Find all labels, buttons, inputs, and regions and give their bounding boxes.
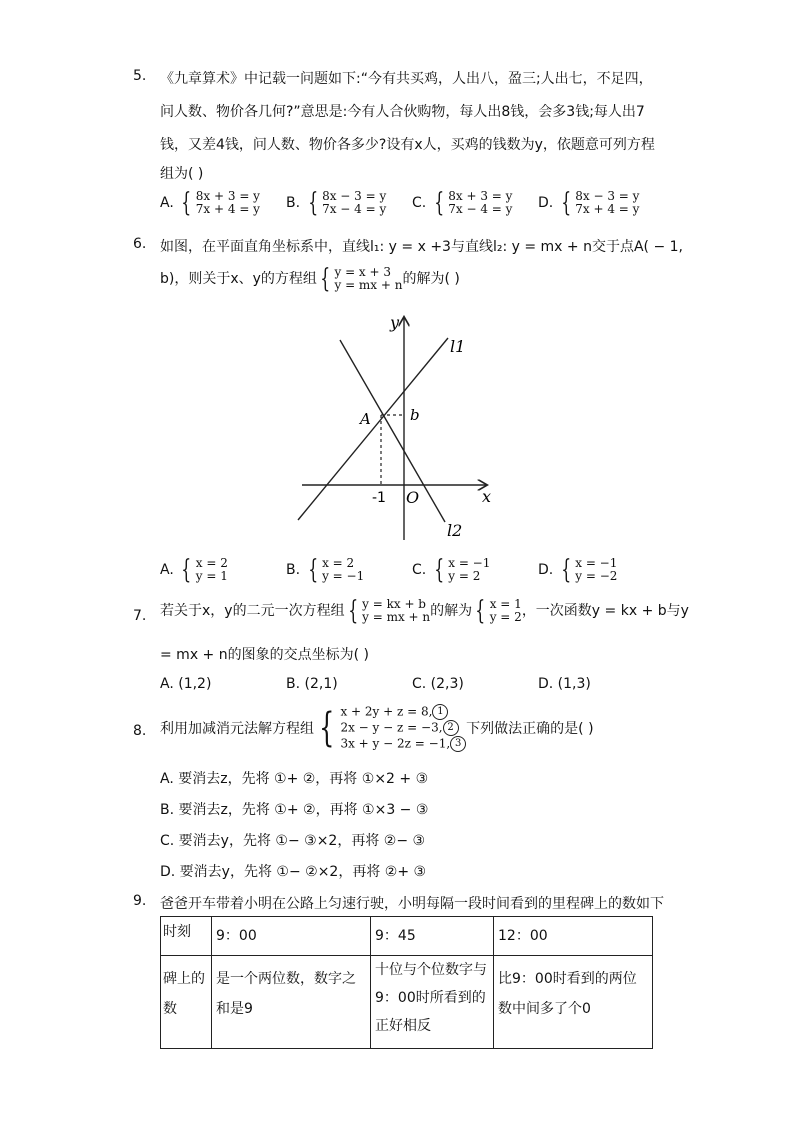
q9-number: 9. xyxy=(133,893,147,909)
q9-table xyxy=(160,916,653,1049)
l2-label: l2 xyxy=(447,521,463,540)
q6-graph xyxy=(290,310,510,550)
q5-line4: 组为( ) xyxy=(160,166,204,182)
q7-line1: 若关于x，y的二元一次方程组 { y = kx + b y = mx + n 的解为 { x = 1 y = 2 ，一次函数y = kx + b与y xyxy=(160,596,689,626)
header-cell: 9：45 xyxy=(371,917,494,956)
q5-option-b[interactable]: B. { 8x − 3 = y 7x − 4 = y xyxy=(286,188,387,218)
header-cell: 时刻 xyxy=(161,917,212,956)
table-cell: 十位与个位数字与9：00时所看到的正好相反 xyxy=(371,956,494,1049)
origin-label: O xyxy=(406,488,420,507)
point-a-label: A xyxy=(360,410,371,428)
q7-option-d[interactable]: D. (1,3) xyxy=(538,676,591,692)
x-axis-label: x xyxy=(482,487,492,506)
q5-option-d[interactable]: D. { 8x − 3 = y 7x + 4 = y xyxy=(538,188,640,218)
q5-line1: 《九章算术》中记载一问题如下:“今有共买鸡，人出八，盈三;人出七，不足四， xyxy=(160,71,653,87)
q8-number: 8. xyxy=(133,723,147,739)
circled-1: 1 xyxy=(432,704,448,720)
table-row xyxy=(161,917,653,956)
q5-option-c[interactable]: C. { 8x + 3 = y 7x − 4 = y xyxy=(412,188,513,218)
q8-option-b[interactable]: B. 要消去z，先将 ①+ ②，再将 ①×3 − ③ xyxy=(160,802,429,818)
row-label-cell: 碑上的数 xyxy=(161,956,212,1049)
b-label: b xyxy=(410,406,420,424)
circled-2: 2 xyxy=(443,720,459,736)
q8-line: 利用加减消元法解方程组 { x + 2y + z = 8, 1 2x − y − z = −3, 2 3x + y − 2z = −1, 3 下列做法正确的是( ) xyxy=(160,704,594,751)
table-cell: 比9：00时看到的两位数中间多了个0 xyxy=(494,956,653,1049)
q8-option-d[interactable]: D. 要消去y，先将 ①− ②×2，再将 ②+ ③ xyxy=(160,864,427,880)
q6-option-d[interactable]: D. { x = −1 y = −2 xyxy=(538,555,618,585)
q9-line1: 爸爸开车带着小明在公路上匀速行驶，小明每隔一段时间看到的里程碑上的数如下 xyxy=(160,896,664,912)
q6-line2: b)，则关于x、y的方程组 { y = x + 3 y = mx + n 的解为( ) xyxy=(160,264,460,294)
table-row xyxy=(161,956,653,1049)
q7-number: 7. xyxy=(133,608,147,624)
q7-option-b[interactable]: B. (2,1) xyxy=(286,676,338,692)
l1-label: l1 xyxy=(450,337,466,356)
q8-option-a[interactable]: A. 要消去z，先将 ①+ ②，再将 ①×2 + ③ xyxy=(160,771,429,787)
q5-option-a[interactable]: A. { 8x + 3 = y 7x + 4 = y xyxy=(160,188,260,218)
neg-one-label: -1 xyxy=(372,490,386,506)
y-axis-label: y xyxy=(390,313,400,332)
q6-number: 6. xyxy=(133,236,147,252)
q7-option-c[interactable]: C. (2,3) xyxy=(412,676,464,692)
q6-option-b[interactable]: B. { x = 2 y = −1 xyxy=(286,555,365,585)
circled-3: 3 xyxy=(450,736,466,752)
q7-option-a[interactable]: A. (1,2) xyxy=(160,676,212,692)
table-cell: 是一个两位数，数字之和是9 xyxy=(212,956,371,1049)
q6-option-a[interactable]: A. { x = 2 y = 1 xyxy=(160,555,228,585)
line-l2 xyxy=(340,340,445,522)
q6-line1: 如图，在平面直角坐标系中，直线l₁: y = x +3与直线l₂: y = mx + n交于点A( − 1, xyxy=(160,239,683,255)
q7-line2: = mx + n的图象的交点坐标为( ) xyxy=(160,647,369,663)
q5-line3: 钱，又差4钱，问人数、物价各多少?设有x人，买鸡的钱数为y，依题意可列方程 xyxy=(160,137,655,153)
q8-option-c[interactable]: C. 要消去y，先将 ①− ③×2，再将 ②− ③ xyxy=(160,833,426,849)
q5-line2: 问人数、物价各几何?”意思是:今有人合伙购物，每人出8钱，会多3钱;每人出7 xyxy=(160,104,645,120)
q6-option-c[interactable]: C. { x = −1 y = 2 xyxy=(412,555,491,585)
header-cell: 9：00 xyxy=(212,917,371,956)
header-cell: 12：00 xyxy=(494,917,653,956)
q5-number: 5. xyxy=(133,68,147,84)
